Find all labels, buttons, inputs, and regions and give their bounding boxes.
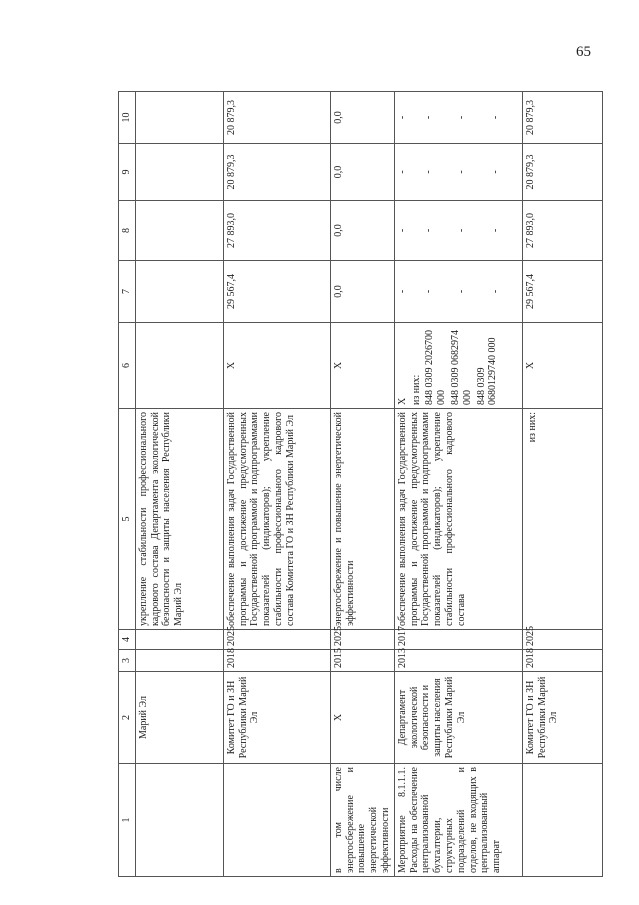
budget-codes: [394, 323, 522, 409]
dash: -: [422, 170, 434, 174]
dash: -: [396, 228, 408, 233]
col-header-9: 9: [119, 144, 136, 201]
budget-code-3: 848 0309 0680129740 000: [475, 337, 499, 405]
value-col9: [394, 144, 522, 201]
value-col10: 0,0: [330, 92, 394, 144]
value-col9: [135, 144, 223, 201]
start-year: 2015: [330, 650, 394, 672]
executor: Департамент экологической безопасности и защиты населения Республики Марий Эл: [394, 672, 522, 764]
end-year: 2025: [330, 630, 394, 650]
expected-result: [522, 409, 602, 630]
value-col10: [135, 92, 223, 144]
budget-code: X: [223, 323, 330, 409]
value-col8: 27 893,0: [522, 201, 602, 261]
page-number: 65: [576, 44, 591, 60]
value-col10: 20 879,3: [223, 92, 330, 144]
value-col10: 20 879,3: [522, 92, 602, 144]
col-header-5: 5: [119, 409, 136, 630]
col-header-1: 1: [119, 764, 136, 877]
value-col9: 0,0: [330, 144, 394, 201]
row-name: в том числе энергосбережение и повышение энергетической эффективности: [330, 764, 394, 877]
value-col8: 27 893,0: [223, 201, 330, 261]
dash: -: [456, 228, 468, 233]
value-col9: 20 879,3: [223, 144, 330, 201]
expected-result: энергосбережение и повышение энергетической эффективности: [330, 409, 394, 630]
value-col7: 29 567,4: [223, 261, 330, 323]
rotated-table-area: [118, 92, 573, 877]
dash: -: [490, 115, 502, 120]
dash: -: [456, 170, 468, 174]
executor: Комитет ГО и ЗН Республики Марий Эл: [522, 672, 602, 764]
expected-result: обеспечение выполнения задач Государственной программы и достижение предусмотренных Государственной программой и подпрограммами показателей (индикаторов); укрепление стабильности профессионального кадрового состава: [394, 409, 522, 630]
end-year: [135, 630, 223, 650]
dash: -: [456, 115, 468, 120]
table-row: [330, 92, 394, 877]
value-col9: 20 879,3: [522, 144, 602, 201]
end-year: 2025: [223, 630, 330, 650]
col-header-10: 10: [119, 92, 136, 144]
value-col7: [135, 261, 223, 323]
dash: -: [422, 115, 434, 120]
start-year: 2018: [522, 650, 602, 672]
dash: -: [490, 228, 502, 233]
executor: X: [330, 672, 394, 764]
budget-code-1: 848 0309 2026700 000: [424, 330, 448, 405]
row-name: Мероприятие 8.1.1.1. Расходы на обеспечение централизованной бухгалтерии, структурных подразделений и отделов, не входящих в централизованный аппарат: [394, 764, 522, 877]
table-row: [135, 92, 223, 877]
budget-code: X: [522, 323, 602, 409]
row-name: [223, 764, 330, 877]
dash: -: [490, 170, 502, 174]
budget-code-2: 848 0309 0682974 000: [449, 330, 473, 405]
start-year: 2018: [223, 650, 330, 672]
of-them-label: из них:: [526, 412, 538, 443]
end-year: 2017: [394, 630, 522, 650]
table-row: [394, 92, 522, 877]
col-header-4: 4: [119, 630, 136, 650]
budget-code-main: X: [396, 397, 408, 405]
start-year: 2013: [394, 650, 522, 672]
col-header-2: 2: [119, 672, 136, 764]
col-header-3: 3: [119, 650, 136, 672]
dash: -: [396, 170, 408, 174]
value-col8: 0,0: [330, 201, 394, 261]
value-col7: 0,0: [330, 261, 394, 323]
row-name: [135, 764, 223, 877]
value-col8: [394, 201, 522, 261]
executor: Марий Эл: [135, 672, 223, 764]
budget-code: X: [330, 323, 394, 409]
dash: -: [456, 289, 468, 294]
header-row: [119, 92, 136, 877]
start-year: [135, 650, 223, 672]
program-table: [118, 91, 603, 877]
executor: Комитет ГО и ЗН Республики Марий Эл: [223, 672, 330, 764]
table-row: [522, 92, 602, 877]
row-name: [522, 764, 602, 877]
dash: -: [422, 289, 434, 294]
value-col10: [394, 92, 522, 144]
col-header-8: 8: [119, 201, 136, 261]
col-header-6: 6: [119, 323, 136, 409]
budget-code: [135, 323, 223, 409]
budget-code-label: из них:: [410, 374, 422, 405]
value-col7: [394, 261, 522, 323]
dash: -: [396, 289, 408, 294]
expected-result: обеспечение выполнения задач Государственной программы и достижение предусмотренных Государственной программой и подпрограммами показателей (индикаторов); укрепление стабильности профессионального кадрового состава Комитета ГО и ЗН Республики Марий Эл: [223, 409, 330, 630]
dash: -: [396, 115, 408, 120]
value-col7: 29 567,4: [522, 261, 602, 323]
end-year: 2025: [522, 630, 602, 650]
dash: -: [422, 228, 434, 233]
col-header-7: 7: [119, 261, 136, 323]
dash: -: [490, 289, 502, 294]
table-row: [223, 92, 330, 877]
expected-result: укрепление стабильности профессионального кадрового состава Департамента экологической безопасности и защиты населения Республики Марий Эл: [135, 409, 223, 630]
value-col8: [135, 201, 223, 261]
